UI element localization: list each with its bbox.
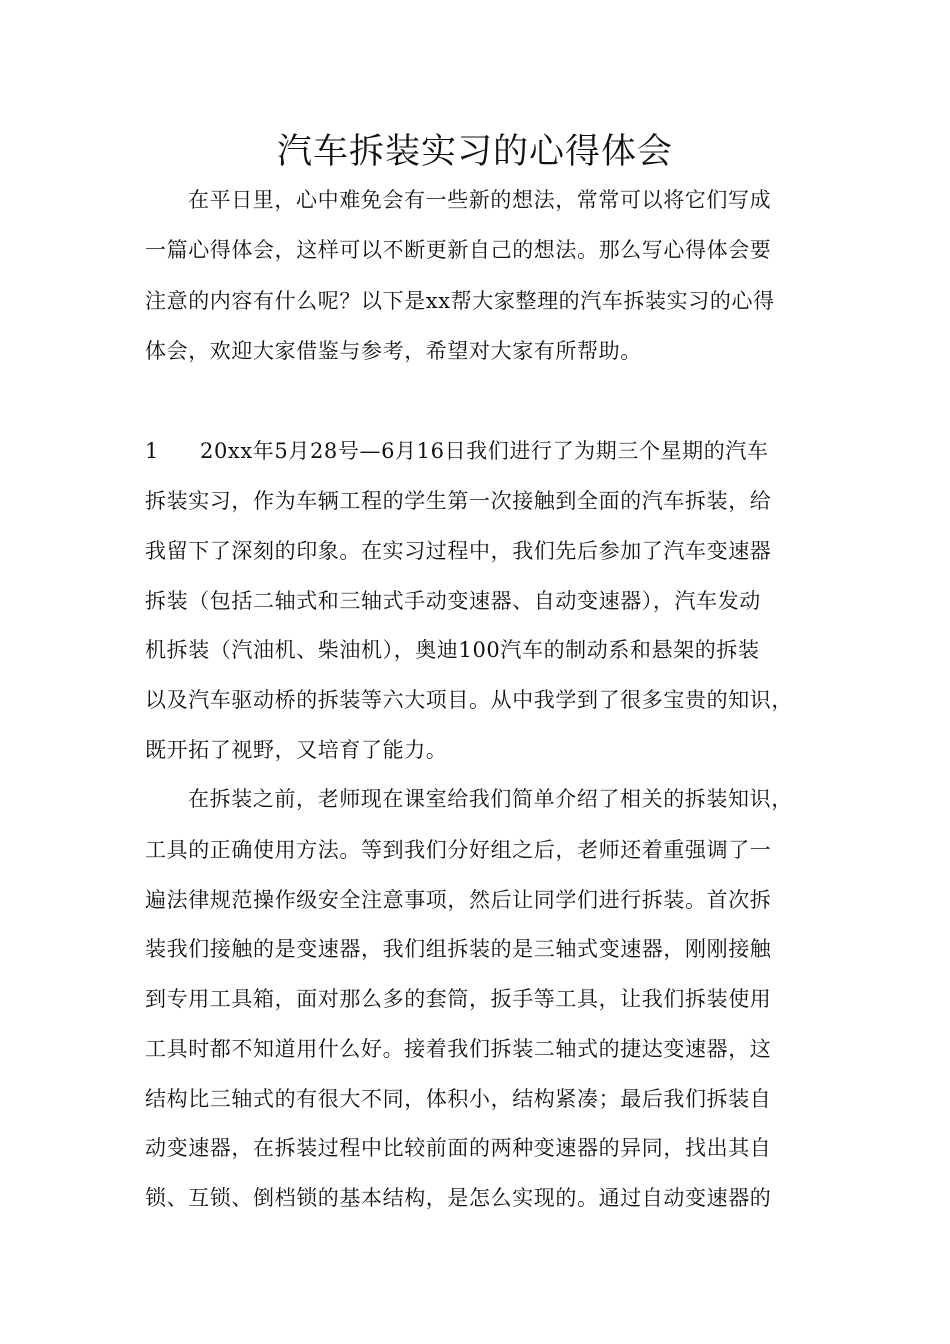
para2-line: 工具的正确使用方法。等到我们分好组之后，老师还着重强调了一 (145, 838, 772, 862)
para2-line: 到专用工具箱，面对那么多的套筒，扳手等工具，让我们拆装使用 (145, 987, 772, 1011)
para2-line: 遍法律规范操作级安全注意事项，然后让同学们进行拆装。首次拆 (145, 888, 772, 912)
section1-line: 20xx年5月28号—6月16日我们进行了为期三个星期的汽车 (200, 439, 769, 463)
section1-line: 既开拓了视野，又培育了能力。 (145, 738, 448, 762)
intro-line: 体会，欢迎大家借鉴与参考，希望对大家有所帮助。 (145, 339, 642, 363)
para2-line: 工具时都不知道用什么好。接着我们拆装二轴式的捷达变速器，这 (145, 1037, 772, 1061)
intro-line: 注意的内容有什么呢？以下是xx帮大家整理的汽车拆装实习的心得 (145, 289, 775, 313)
intro-line: 在平日里，心中难免会有一些新的想法，常常可以将它们写成 (188, 188, 772, 212)
section1-line: 机拆装（汽油机、柴油机），奥迪100汽车的制动系和悬架的拆装 (145, 638, 760, 662)
para2-line: 结构比三轴式的有很大不同，体积小，结构紧凑；最后我们拆装自 (145, 1087, 772, 1111)
section-number: 1 (145, 439, 159, 463)
section1-line: 我留下了深刻的印象。在实习过程中，我们先后参加了汽车变速器 (145, 539, 772, 563)
section1-line: 拆装实习，作为车辆工程的学生第一次接触到全面的汽车拆装，给 (145, 489, 772, 513)
para2-line: 动变速器，在拆装过程中比较前面的两种变速器的异同，找出其自 (145, 1136, 772, 1160)
section1-line: 以及汽车驱动桥的拆装等六大项目。从中我学到了很多宝贵的知识， (145, 688, 793, 712)
para2-line: 在拆装之前，老师现在课室给我们简单介绍了相关的拆装知识， (188, 787, 793, 811)
document-title: 汽车拆装实习的心得体会 (276, 132, 673, 172)
intro-line: 一篇心得体会，这样可以不断更新自己的想法。那么写心得体会要 (145, 238, 772, 262)
para2-line: 装我们接触的是变速器，我们组拆装的是三轴式变速器，刚刚接触 (145, 937, 772, 961)
section1-line: 拆装（包括二轴式和三轴式手动变速器、自动变速器），汽车发动 (145, 589, 761, 613)
para2-line: 锁、互锁、倒档锁的基本结构，是怎么实现的。通过自动变速器的 (145, 1186, 772, 1210)
